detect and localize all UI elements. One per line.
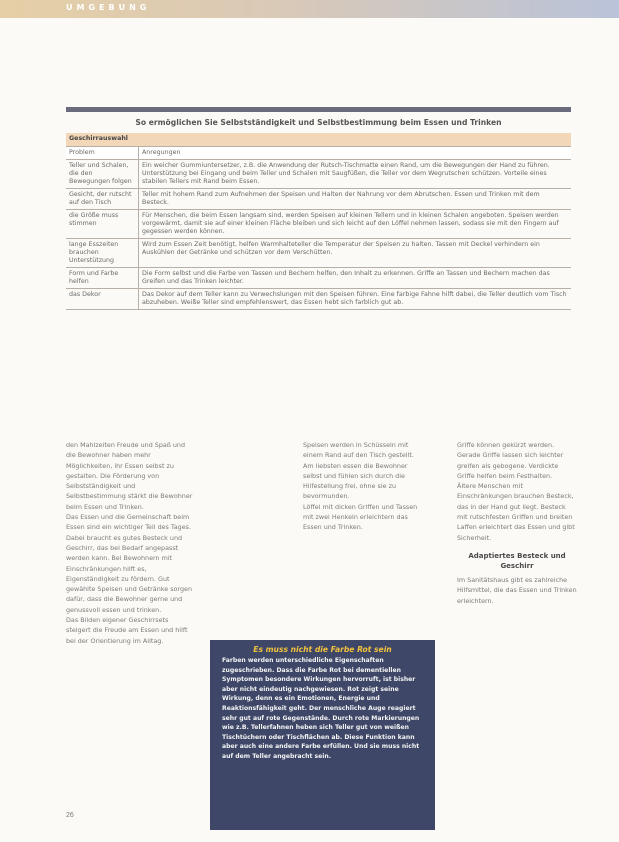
row-anregung: Die Form selbst und die Farbe von Tassen und Bechern helfen, den Inhalt zu erkennen. Griffe an Tassen und Bechern machen das Greifen und das Trinken leichter. bbox=[139, 268, 572, 289]
paragraph: Löffel mit dicken Griffen und Tassen mit zwei Henkeln erleichtern das Essen und Trinken. bbox=[303, 502, 418, 532]
row-anregung: Wird zum Essen Zeit benötigt, helfen Warmhalteteller die Temperatur der Speisen zu halten. Tassen mit Deckel verhindern ein Auskühlen der Getränke und schützen vor dem Verschütten. bbox=[139, 239, 572, 268]
info-box-body: Farben werden unterschiedliche Eigenschaften zugeschrieben. Dass die Farbe Rot bei dementiellen Symptomen besondere Wirkungen hervorruft, ist bisher aber nicht eindeutig nachgewiesen. Rot zeigt seine Wirkung, denn es ein Emotionen, Energie und Reaktionsfähigkeit geht. Der menschliche Auge reagiert sehr gut auf rote Gegenstände. Durch rote Markierungen wie z.B. Tellerfahnen heben sich Teller gut von weißen Tischtüchern oder Tischflächen ab. Diese Funktion kann aber auch eine andere Farbe erfüllen. Und sie muss nicht auf dem Teller angebracht sein. bbox=[222, 657, 420, 760]
table-row bbox=[66, 268, 571, 289]
page-number: 26 bbox=[66, 812, 74, 819]
table-section-label: Geschirrauswahl bbox=[66, 133, 571, 147]
table-row bbox=[66, 160, 571, 189]
section-label: UMGEBUNG bbox=[66, 3, 151, 12]
row-problem: das Dekor bbox=[66, 289, 139, 310]
paragraph: den Mahlzeiten Freude und Spaß und die Bewohner haben mehr Möglichkeiten, ihr Essen selbst zu gestalten. Die Förderung von Selbstständigkeit und Selbstbestimmung stärkt die Bewohner beim Essen und Trinken. bbox=[66, 441, 193, 511]
row-anregung: Ein weicher Gummiuntersetzer, z.B. die Anwendung der Rutsch-Tischmatte einen Rand, um die Bewegungen der Hand zu führen. Unterstützung bei Eingang und beim Teller und Schalen mit Saugfüßen, die Teller vor dem Wegrutschen schützen. Vorteile eines stabilen Tellers mit Rand beim Essen. bbox=[139, 160, 572, 189]
tips-table bbox=[66, 133, 571, 310]
info-box-title: Es muss nicht die Farbe Rot sein bbox=[253, 645, 392, 654]
subheading: Adaptiertes Besteck und Geschirr bbox=[468, 551, 566, 570]
paragraph: Im Sanitätshaus gibt es zahlreiche Hilfsmittel, die das Essen und Trinken erleichtern. bbox=[457, 575, 577, 605]
paragraph: Das Essen und die Gemeinschaft beim Essen sind ein wichtiger Teil des Tages. Dabei braucht es gutes Besteck und Geschirr, das bei Bedarf angepasst werden kann. Bei Bewohnern mit Einschränkungen hilft es, Eigenständigkeit zu fördern. Gut gewählte Speisen und Getränke sorgen dafür, dass die Bewohner gerne und genussvoll essen und trinken. bbox=[66, 513, 192, 614]
row-problem: die Größe muss stimmen bbox=[66, 210, 139, 239]
table-row bbox=[66, 189, 571, 210]
paragraph: Griffe können gekürzt werden. bbox=[457, 441, 555, 449]
header-problem: Problem bbox=[66, 147, 139, 160]
body-column-middle bbox=[303, 440, 419, 533]
row-anregung: Teller mit hohem Rand zum Aufnehmen der Speisen und Halten der Nahrung vor dem Abrutschen. Essen und Trinken mit dem Besteck. bbox=[139, 189, 572, 210]
row-problem: lange Esszeiten brauchen Unterstützung bbox=[66, 239, 139, 268]
body-column-left bbox=[66, 440, 194, 646]
table-row bbox=[66, 289, 571, 310]
header-bar bbox=[0, 0, 619, 18]
body-column-right bbox=[457, 440, 577, 606]
paragraph: Das Bilden eigener Geschirrsets steigert die Freude am Essen und hilft bei der Orientierung im Alltag. bbox=[66, 616, 188, 645]
table-title: So ermöglichen Sie Selbstständigkeit und Selbstbestimmung beim Essen und Trinken bbox=[135, 118, 502, 127]
row-anregung: Für Menschen, die beim Essen langsam sind, werden Speisen auf kleinen Tellern und in kleinen Schalen angeboten. Speisen werden vorgewärmt, damit sie auf einer kleinen Fläche bleiben und sich leicht auf den Löffel nehmen lassen, sodass sie mit den Fingern auf gegessen werden können. bbox=[139, 210, 572, 239]
row-problem: Gesicht, der rutscht auf den Tisch bbox=[66, 189, 139, 210]
row-problem: Form und Farbe helfen bbox=[66, 268, 139, 289]
paragraph: Speisen werden in Schüsseln mit einem Rand auf den Tisch gestellt. Am liebsten essen die Bewohner selbst und fühlen sich durch die Hilfestellung frei, ohne sie zu bevormunden. bbox=[303, 441, 414, 501]
row-problem: Teller und Schalen, die den Bewegungen folgen bbox=[66, 160, 139, 189]
paragraph: Gerade Griffe lassen sich leichter greifen als gebogene. Verdickte Griffe helfen beim Festhalten. bbox=[457, 451, 564, 480]
paragraph: Ältere Menschen mit Einschränkungen brauchen Besteck, das in der Hand gut liegt. Besteck mit rutschfesten Griffen und breiten Laffen erleichtert das Essen und gibt Sicherheit. bbox=[457, 482, 575, 542]
table-row bbox=[66, 239, 571, 268]
tips-table-block bbox=[66, 107, 571, 310]
row-anregung: Das Dekor auf dem Teller kann zu Verwechslungen mit den Speisen führen. Eine farbige Fahne hilft dabei, die Teller deutlich vom Tisch abzuheben. Weiße Teller sind empfehlenswert, das Essen hebt sich farblich gut ab. bbox=[139, 289, 572, 310]
table-section-row bbox=[66, 133, 571, 147]
table-header-row bbox=[66, 147, 571, 160]
table-row bbox=[66, 210, 571, 239]
info-box bbox=[210, 640, 435, 830]
header-anregungen: Anregungen bbox=[139, 147, 572, 160]
